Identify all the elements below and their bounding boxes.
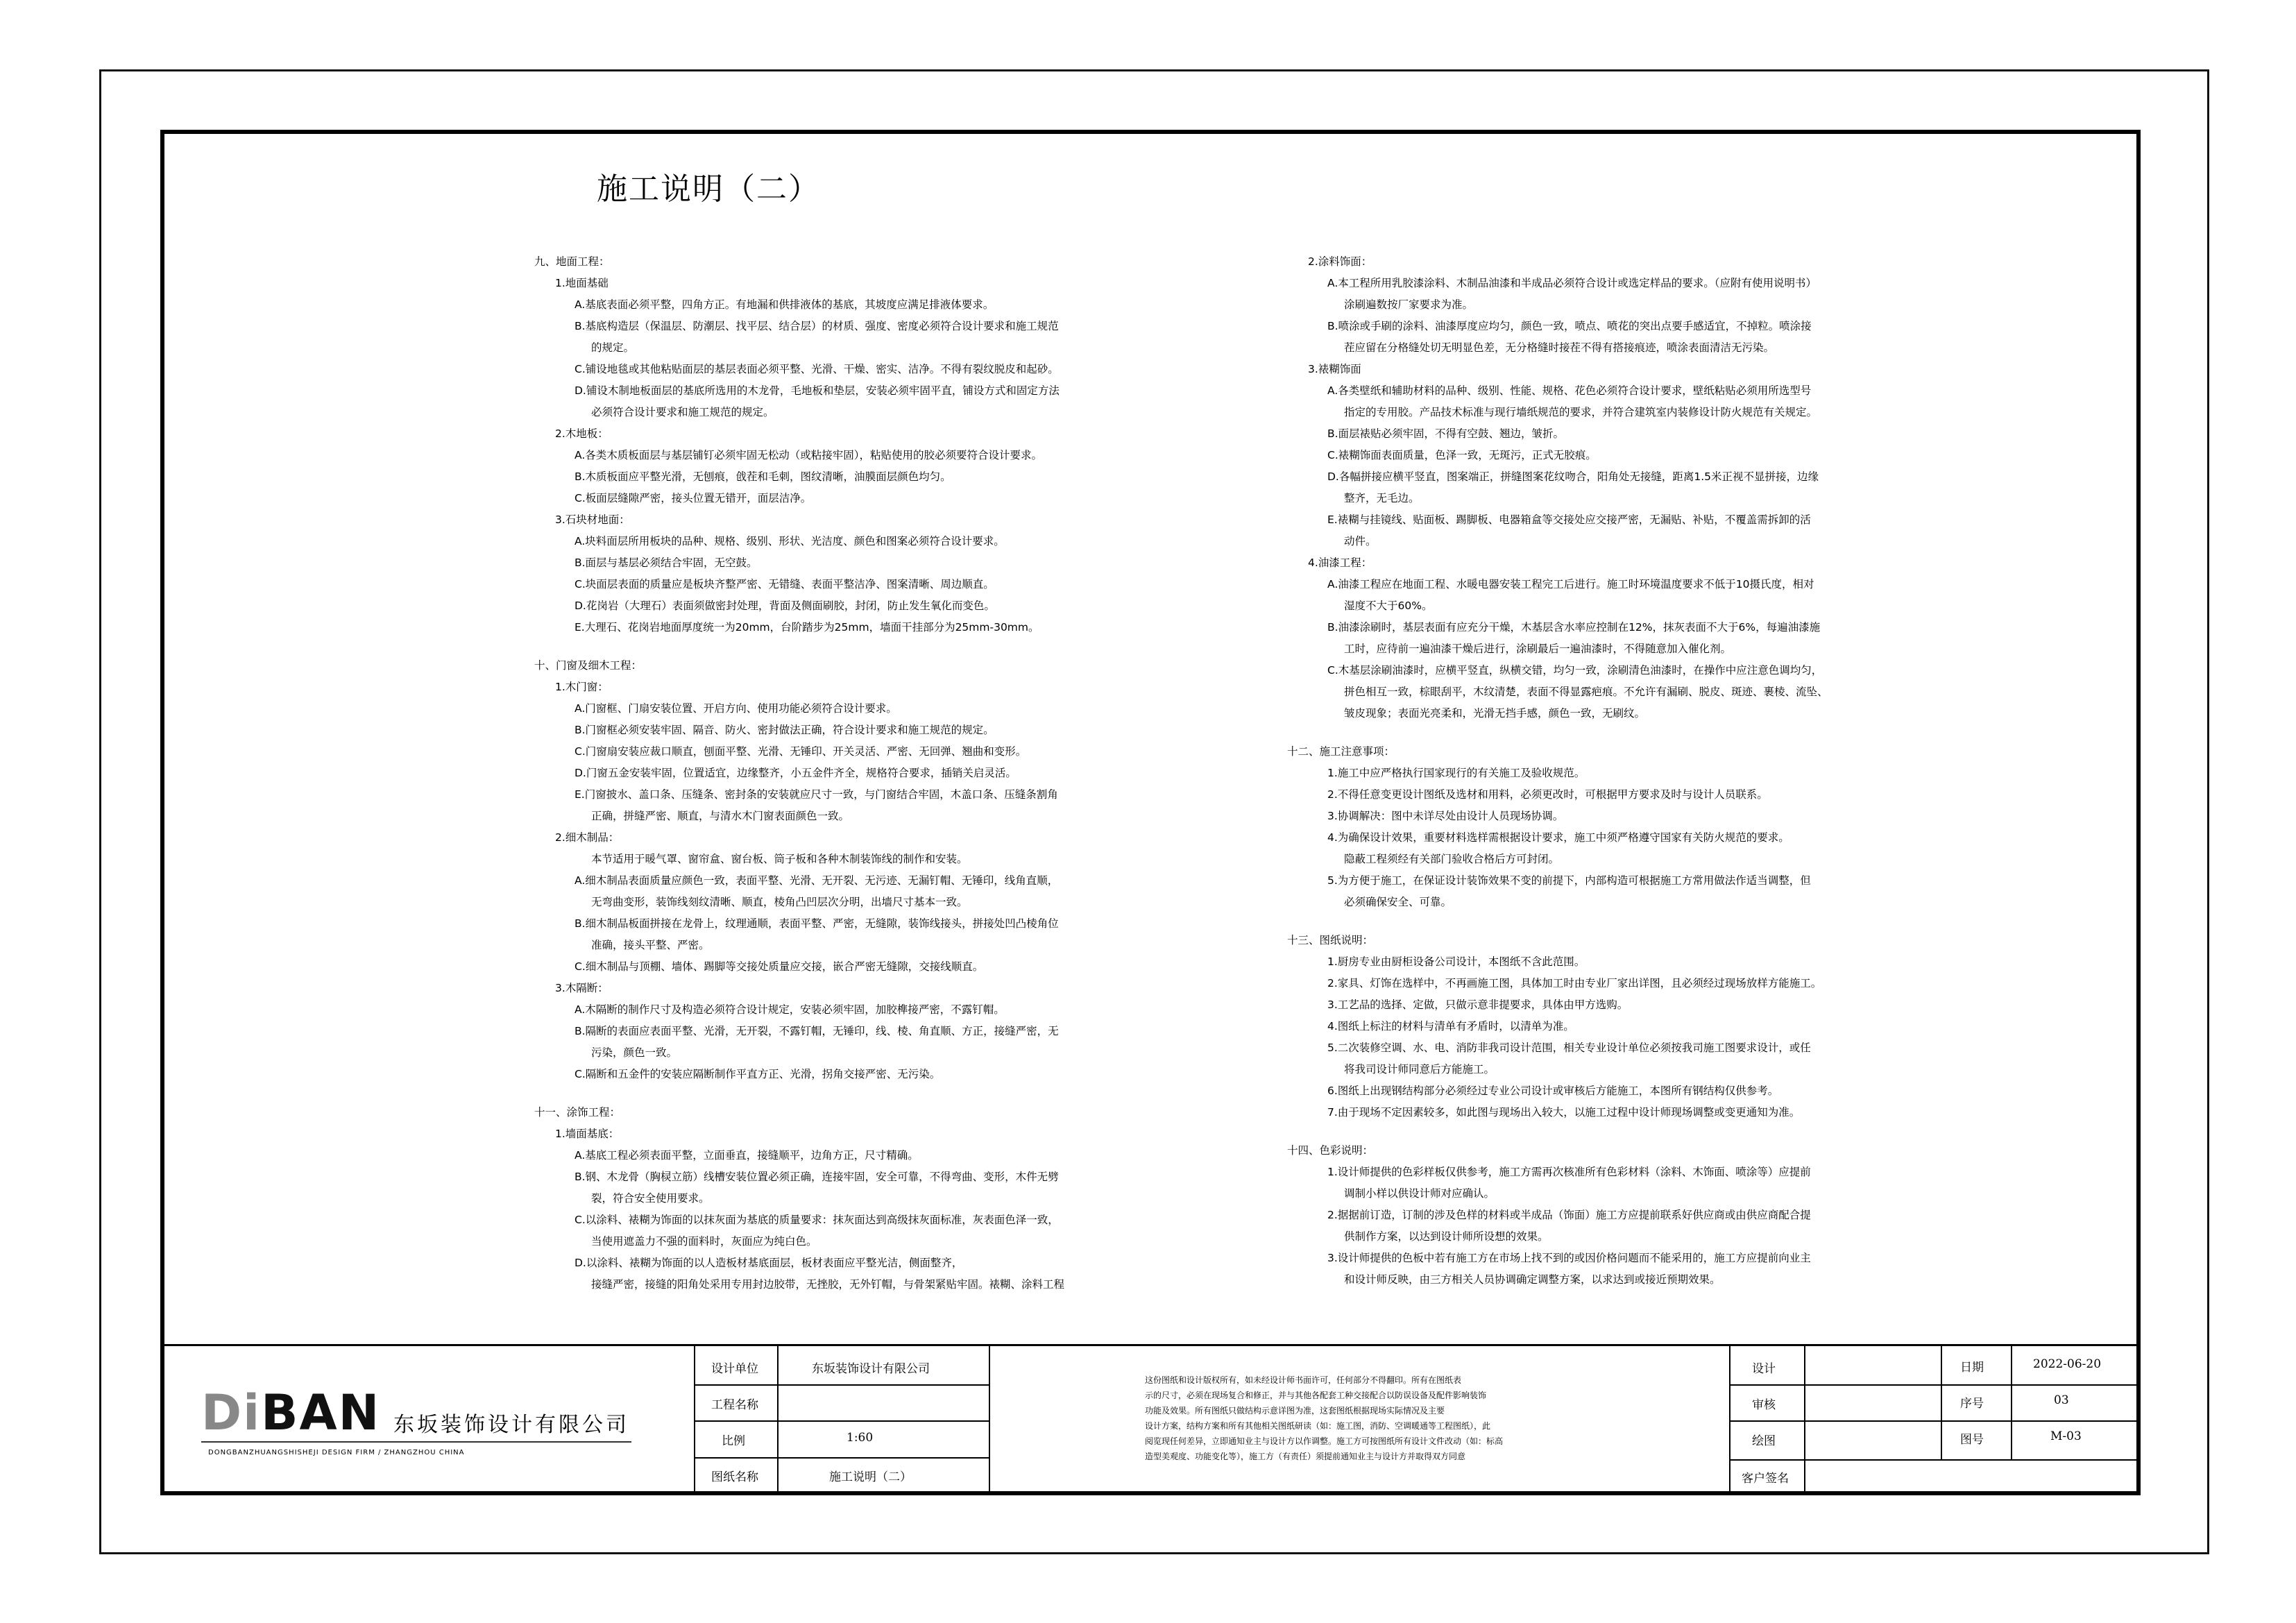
- note-line: B.面层裱贴必须牢固，不得有空鼓、翘边，皱折。: [1327, 427, 1565, 440]
- note-line: 整齐，无毛边。: [1344, 492, 1420, 504]
- note-line: B.油漆涂刷时，基层表面有应充分干燥，木基层含水率应控制在12%，抹灰表面不大于6%，每遍油漆施: [1327, 621, 1821, 634]
- note-line: A.各类木质板面层与基层铺钉必须牢固无松动（或粘接牢固），粘贴使用的胶必须要符合设计要求。: [575, 449, 1043, 461]
- note-line: B.门窗框必须安装牢固、隔音、防火、密封做法正确，符合设计要求和施工规范的规定。: [575, 724, 994, 736]
- note-line: 正确，拼缝严密、顺直，与清水木门窗表面颜色一致。: [591, 810, 850, 822]
- note-line: 5.二次装修空调、水、电、消防非我司设计范围，相关专业设计单位必须按我司施工图要求设计，或任: [1327, 1042, 1811, 1054]
- drawing-label: 绘图: [1752, 1434, 1776, 1448]
- subsection-heading: 2.细木制品：: [555, 831, 620, 844]
- note-line: B.基底构造层（保温层、防潮层、找平层、结合层）的材质、强度、密度必须符合设计要求和施工规范: [575, 320, 1059, 332]
- note-line: C.木基层涂刷油漆时，应横平竖直，纵横交错，均匀一致，涂刷清色油漆时，在操作中应注意色调均匀，: [1327, 664, 1823, 677]
- note-line: 工时，应待前一遍油漆干燥后进行，涂刷最后一遍油漆时，不得随意加入催化剂。: [1344, 643, 1732, 655]
- drawing-name-value: 施工说明（二）: [829, 1470, 912, 1484]
- note-line: 接缝严密，接缝的阳角处采用专用封边胶带，无挫胶，无外钉帽，与骨架紧贴牢固。裱糊、涂料工程: [591, 1278, 1065, 1291]
- note-line: D.各幅拼接应横平竖直，图案端正，拼缝图案花纹吻合，阳角处无接缝，距离1.5米正视不显拼接，边缘: [1327, 470, 1819, 483]
- section-heading: 十一、涂饰工程：: [534, 1106, 621, 1119]
- note-line: B.面层与基层必须结合牢固，无空鼓。: [575, 556, 758, 569]
- project-name-label: 工程名称: [711, 1398, 758, 1412]
- note-line: D.花岗岩（大理石）表面须做密封处理，背面及侧面刷胶，封闭，防止发生氧化而变色。: [575, 600, 995, 612]
- note-line: 4.为确保设计效果，重要材料选样需根据设计要求，施工中须严格遵守国家有关防火规范的要求。: [1327, 831, 1789, 844]
- section-heading: 十三、图纸说明：: [1287, 934, 1374, 946]
- title-block-top-rule: [164, 1344, 2136, 1346]
- note-line: 准确，接头平整、严密。: [591, 939, 710, 951]
- date-value: 2022-06-20: [2033, 1357, 2102, 1371]
- grid-line: [694, 1420, 989, 1422]
- grid-line: [1941, 1346, 1942, 1461]
- note-line: D.门窗五金安装牢固，位置适宜，边缘整齐，小五金件齐全，规格符合要求，插销关启灵活。: [575, 767, 1017, 779]
- note-line: 7.由于现场不定因素较多，如此图与现场出入较大，以施工过程中设计师现场调整或变更通知为准。: [1327, 1106, 1801, 1119]
- note-line: 无弯曲变形，装饰线刻纹清晰、顺直，棱角凸凹层次分明，出墙尺寸基本一致。: [591, 896, 968, 908]
- drawing-no-value: M-03: [2050, 1429, 2082, 1443]
- page-title: 施工说明（二）: [597, 171, 820, 207]
- subsection-heading: 3.裱糊饰面: [1308, 363, 1361, 375]
- note-line: 当使用遮盖力不强的面料时，灰面应为纯白色。: [591, 1235, 817, 1248]
- note-line: 茬应留在分格缝处切无明显色差，无分格缝时接茬不得有搭接痕迹，喷涂表面清洁无污染。: [1344, 341, 1775, 354]
- left-notes-column: [534, 251, 1131, 1295]
- note-line: 1.设计师提供的色彩样板仅供参考，施工方需再次核准所有色彩材料（涂料、木饰面、喷涂等）应提前: [1327, 1166, 1811, 1178]
- subsection-heading: 1.地面基础: [555, 277, 609, 289]
- note-line: 指定的专用胶。产品技术标准与现行墙纸规范的要求，并符合建筑室内装修设计防火规范有关规定。: [1344, 406, 1818, 418]
- note-line: C.裱糊饰面表面质量，色泽一致，无斑污，正式无胶痕。: [1327, 449, 1597, 461]
- note-line: 将我司设计师同意后方能施工。: [1344, 1063, 1495, 1076]
- notice-line: 阅览现任何差异，立即通知业主与设计方以作调整。施工方可按图纸所有设计文件改动（如：标高: [1145, 1436, 1504, 1446]
- note-line: 必须确保安全、可靠。: [1344, 896, 1452, 908]
- subsection-heading: 1.墙面基底：: [555, 1128, 620, 1140]
- note-line: A.本工程所用乳胶漆涂料、木制品油漆和半成品必须符合设计或选定样品的要求。（应附有使用说明书）: [1327, 277, 1817, 289]
- note-line: C.门窗扇安装应裁口顺直，刨面平整、光滑、无锤印、开关灵活、严密、无回弹、翘曲和变形。: [575, 745, 1027, 758]
- design-label: 设计: [1752, 1362, 1776, 1376]
- note-line: E.裱糊与挂镜线、贴面板、踢脚板、电器箱盒等交接处应交接严密，无漏贴、补贴，不覆盖需拆卸的活: [1327, 513, 1811, 526]
- scale-value: 1:60: [847, 1431, 874, 1445]
- note-line: C.板面层缝隙严密，接头位置无错开，面层洁净。: [575, 492, 812, 504]
- notice-line: 设计方案，结构方案和所有其他相关图纸研读（如：施工图，消防、空调暖通等工程图纸），此: [1145, 1421, 1491, 1431]
- note-line: C.铺设地毯或其他粘贴面层的基层表面必须平整、光滑、干燥、密实、洁净。不得有裂纹脱皮和起砂。: [575, 363, 1059, 375]
- subsection-heading: 3.石块材地面：: [555, 513, 630, 526]
- note-line: 拼色相互一致，棕眼刮平，木纹清楚，表面不得显露疤痕。不允许有漏刷、脱皮、斑迹、裹棱、流坠、: [1344, 686, 1828, 698]
- note-line: A.细木制品表面质量应颜色一致，表面平整、光滑、无开裂、无污迹、无漏钉帽、无锤印，线角直顺，: [575, 874, 1059, 887]
- note-line: 3.协调解决：图中未详尽处由设计人员现场协调。: [1327, 810, 1564, 822]
- grid-line: [2011, 1346, 2012, 1461]
- note-line: 1.施工中应严格执行国家现行的有关施工及验收规范。: [1327, 767, 1585, 779]
- note-line: B.喷涂或手刷的涂料、油漆厚度应均匀，颜色一致，喷点、喷花的突出点要手感适宜，不掉粒。喷涂接: [1327, 320, 1812, 332]
- right-notes-column: [1287, 251, 1898, 1291]
- note-line: 1.厨房专业由厨柜设备公司设计，本图纸不含此范围。: [1327, 955, 1585, 968]
- note-line: A.块料面层所用板块的品种、规格、级别、形状、光洁度、颜色和图案必须符合设计要求。: [575, 535, 1005, 547]
- subsection-heading: 1.木门窗：: [555, 681, 609, 693]
- drawing-name-label: 图纸名称: [711, 1470, 758, 1484]
- note-line: 裂，符合安全使用要求。: [591, 1192, 710, 1205]
- grid-line: [989, 1346, 990, 1495]
- note-line: 本节适用于暖气罩、窗帘盒、窗台板、筒子板和各种木制装饰线的制作和安装。: [591, 853, 968, 865]
- note-line: B.隔断的表面应表面平整、光滑，无开裂，不露钉帽，无锤印，线、棱、角直顺、方正，接缝严密，无: [575, 1025, 1059, 1037]
- notice-line: 造型美观度、功能变化等），施工方（有责任）须提前通知业主与设计方并取得双方同意: [1145, 1452, 1466, 1461]
- note-line: 2.不得任意变更设计图纸及选材和用料，必须更改时，可根据甲方要求及时与设计人员联系。: [1327, 788, 1768, 801]
- note-line: 涂刷遍数按厂家要求为准。: [1344, 298, 1474, 311]
- note-line: A.木隔断的制作尺寸及构造必须符合设计规定，安装必须牢固，加胶榫接严密，不露钉帽。: [575, 1003, 1005, 1016]
- note-line: C.细木制品与顶棚、墙体、踢脚等交接处质量应交接，嵌合严密无缝隙，交接线顺直。: [575, 960, 984, 973]
- section-heading: 十、门窗及细木工程：: [534, 659, 643, 672]
- note-line: D.铺设木制地板面层的基底所选用的木龙骨，毛地板和垫层，安装必须牢固平直，铺设方式和固定方法: [575, 384, 1060, 397]
- notice-line: 这份图纸和设计版权所有，如未经设计师书面许可，任何部分不得翻印。所有在图纸表: [1145, 1375, 1462, 1385]
- notice-line: 功能及效果。所有图纸只做结构示意详图为准，这套图纸根据现场实际情况及主要: [1145, 1406, 1445, 1416]
- design-unit-label: 设计单位: [711, 1362, 758, 1376]
- note-line: C.块面层表面的质量应是板块齐整严密、无错缝、表面平整洁净、图案清晰、周边顺直。: [575, 578, 994, 590]
- note-line: 6.图纸上出现钢结构部分必须经过专业公司设计或审核后方能施工，本图所有钢结构仅供参考。: [1327, 1085, 1779, 1097]
- notice-line: 示的尺寸，必须在现场复合和修正，并与其他各配套工种交接配合以防误设备及配件影响装饰: [1145, 1391, 1487, 1400]
- subsection-heading: 4.油漆工程：: [1308, 556, 1372, 569]
- note-line: 湿度不大于60%。: [1344, 600, 1433, 612]
- drawing-no-label: 图号: [1960, 1433, 1984, 1447]
- note-line: 供制作方案，以达到设计师所设想的效果。: [1344, 1230, 1549, 1243]
- copyright-notice: [1145, 1373, 1533, 1464]
- note-line: D.以涂料、裱糊为饰面的以人造板材基底面层，板材表面应平整光洁，侧面整齐，: [575, 1257, 963, 1269]
- grid-line: [1729, 1384, 2136, 1386]
- note-line: B.木质板面应平整光滑，无刨痕，戗茬和毛刺，图纹清晰，油膜面层颜色均匀。: [575, 470, 951, 483]
- date-label: 日期: [1960, 1361, 1984, 1375]
- note-line: 动件。: [1344, 535, 1377, 547]
- note-line: A.各类壁纸和辅助材料的品种、级别、性能、规格、花色必须符合设计要求，壁纸粘贴必须用所选型号: [1327, 384, 1812, 397]
- note-line: 2.家具、灯饰在选样中，不再画施工图，具体加工时由专业厂家出详图，且必须经过现场放样方能施工。: [1327, 977, 1822, 989]
- subsection-heading: 3.木隔断：: [555, 982, 609, 994]
- note-line: 5.为方便于施工，在保证设计装饰效果不变的前提下，内部构造可根据施工方常用做法作适当调整，但: [1327, 874, 1811, 887]
- grid-line: [694, 1384, 989, 1386]
- review-label: 审核: [1752, 1398, 1776, 1412]
- note-line: 必须符合设计要求和施工规范的规定。: [591, 406, 774, 418]
- note-line: 的规定。: [591, 341, 635, 354]
- note-line: C.以涂料、裱糊为饰面的以抹灰面为基底的质量要求：抹灰面达到高级抹灰面标准，灰表面色泽一致，: [575, 1214, 1059, 1226]
- note-line: B.钢、木龙骨（胸棂立筋）线槽安装位置必须正确，连接牢固，安全可靠，不得弯曲、变形，木件无劈: [575, 1171, 1059, 1183]
- note-line: 3.设计师提供的色板中若有施工方在市场上找不到的或因价格问题而不能采用的，施工方应提前向业主: [1327, 1252, 1811, 1264]
- note-line: 隐蔽工程须经有关部门验收合格后方可封闭。: [1344, 853, 1560, 865]
- note-line: 污染，颜色一致。: [591, 1046, 678, 1059]
- serial-value: 03: [2054, 1393, 2069, 1407]
- logo-divider: [201, 1441, 631, 1443]
- company-name-en: DONGBANZHUANGSHISHEJI DESIGN FIRM / ZHANGZHOU CHINA: [208, 1449, 465, 1456]
- note-line: E.大理石、花岗岩地面厚度统一为20mm，台阶踏步为25mm，墙面干挂部分为25mm-30mm。: [575, 621, 1039, 634]
- note-line: B.细木制品板面拼接在龙骨上，纹理通顺，表面平整、严密，无缝隙，装饰线接头，拼接处凹凸棱角位: [575, 917, 1059, 930]
- note-line: A.油漆工程应在地面工程、水暖电器安装工程完工后进行。施工时环境温度要求不低于10摄氏度，相对: [1327, 578, 1814, 590]
- grid-line: [694, 1457, 989, 1459]
- company-logo: DiBAN: [201, 1384, 381, 1441]
- note-line: E.门窗披水、盖口条、压缝条、密封条的安装就应尺寸一致，与门窗结合牢固，木盖口条、压缝条割角: [575, 788, 1058, 801]
- subsection-heading: 2.涂料饰面：: [1308, 255, 1372, 268]
- section-heading: 十四、色彩说明：: [1287, 1144, 1374, 1157]
- company-name-cn: 东坂装饰设计有限公司: [393, 1413, 629, 1437]
- note-line: 3.工艺品的选择、定做，只做示意非提要求，具体由甲方选购。: [1327, 999, 1629, 1011]
- client-sign-label: 客户签名: [1742, 1472, 1789, 1486]
- note-line: A.基底工程必须表面平整，立面垂直，接缝顺平，边角方正，尺寸精确。: [575, 1149, 919, 1162]
- design-unit-value: 东坂装饰设计有限公司: [812, 1362, 930, 1376]
- serial-label: 序号: [1960, 1397, 1984, 1411]
- note-line: 皱皮现象；表面光亮柔和，光滑无挡手感，颜色一致，无刷纹。: [1344, 707, 1646, 720]
- note-line: C.隔断和五金件的安装应隔断制作平直方正、光滑，拐角交接严密、无污染。: [575, 1068, 941, 1080]
- subsection-heading: 2.木地板：: [555, 427, 609, 440]
- grid-line: [1729, 1459, 2136, 1461]
- note-line: A.门窗框、门扇安装位置、开启方向、使用功能必须符合设计要求。: [575, 702, 897, 715]
- section-heading: 九、地面工程：: [534, 255, 610, 268]
- note-line: 调制小样以供设计师对应确认。: [1344, 1187, 1495, 1200]
- note-line: 2.据据前订造，订制的涉及色样的材料或半成品（饰面）施工方应提前联系好供应商或由供应商配合提: [1327, 1209, 1811, 1221]
- grid-line: [1729, 1420, 2136, 1422]
- note-line: 4.图纸上标注的材料与清单有矛盾时，以清单为准。: [1327, 1020, 1574, 1033]
- note-line: 和设计师反映，由三方相关人员协调确定调整方案，以求达到或接近预期效果。: [1344, 1273, 1721, 1286]
- section-heading: 十二、施工注意事项：: [1287, 745, 1395, 758]
- scale-label: 比例: [722, 1434, 745, 1448]
- note-line: A.基底表面必须平整，四角方正。有地漏和供排液体的基底，其坡度应满足排液体要求。: [575, 298, 994, 311]
